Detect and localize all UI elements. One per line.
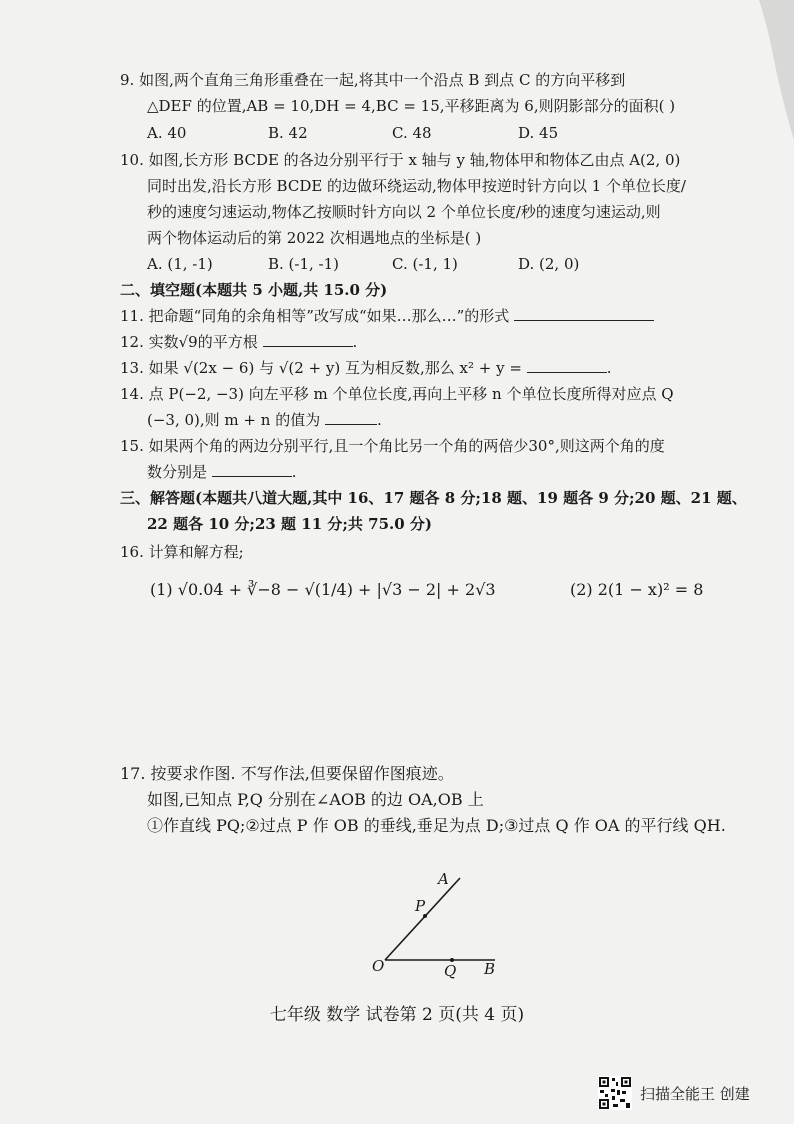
q9-line1: 9. 如图,两个直角三角形重叠在一起,将其中一个沿点 B 到点 C 的方向平移到 [120,71,626,89]
angle-aob-figure [360,862,520,982]
section-fill-blank-heading: 二、填空题(本题共 5 小题,共 15.0 分) [120,281,388,299]
q9-option-b: B. 42 [268,124,308,142]
q17-line3: ①作直线 PQ;②过点 P 作 OB 的垂线,垂足为点 D;③过点 Q 作 OA 的平行线 QH. [147,816,726,835]
q10-line3: 秒的速度匀速运动,物体乙按顺时针方向以 2 个单位长度/秒的速度匀速运动,则 [147,203,661,221]
q16-part1: (1) √0.04 + ∛−8 − √(1/4) + |√3 − 2| + 2√3 [150,580,496,599]
q10-line2: 同时出发,沿长方形 BCDE 的边做环绕运动,物体甲按逆时针方向以 1 个单位长度/ [147,177,686,195]
q10-line4: 两个物体运动后的第 2022 次相遇地点的坐标是( ) [147,229,482,247]
q15-answer-blank[interactable] [212,462,292,477]
q9-option-d: D. 45 [518,124,559,142]
q9-option-c: C. 48 [392,124,432,142]
label-p: P [415,897,426,915]
q9-line2: △DEF 的位置,AB = 10,DH = 4,BC = 15,平移距离为 6,则阴影部分的面积( ) [147,97,676,115]
q16-title: 16. 计算和解方程; [120,543,244,561]
q12-text: 12. 实数√9的平方根 . [120,333,358,351]
page-footer: 七年级 数学 试卷第 2 页(共 4 页) [269,1005,525,1025]
q11-label: 11. 把命题“同角的余角相等”改写成“如果…那么…”的形式 [120,307,510,325]
q13-label: 13. 如果 √(2x − 6) 与 √(2 + y) 互为相反数,那么 x² + y = [120,359,522,377]
q10-option-b: B. (-1, -1) [268,255,340,273]
q16-part2: (2) 2(1 − x)² = 8 [570,580,704,599]
q13-text: 13. 如果 √(2x − 6) 与 √(2 + y) 互为相反数,那么 x² + y = . [120,359,612,377]
section-solve-heading-line2: 22 题各 10 分;23 题 11 分;共 75.0 分) [147,515,432,533]
q10-line1: 10. 如图,长方形 BCDE 的各边分别平行于 x 轴与 y 轴,物体甲和物体乙由点 A(2, 0) [120,151,681,169]
page-edge-shadow [734,0,794,140]
scanner-watermark: 扫描全能王 创建 [640,1085,750,1103]
label-q: Q [444,962,457,980]
qr-code-icon [598,1076,632,1110]
q10-option-a: A. (1, -1) [147,255,213,273]
q14-label: (−3, 0),则 m + n 的值为 [147,411,321,429]
q15-line2: 数分别是 . [147,463,297,481]
q17-line2: 如图,已知点 P,Q 分别在∠AOB 的边 OA,OB 上 [147,790,484,809]
q14-line2: (−3, 0),则 m + n 的值为 . [147,411,382,429]
q12-answer-blank[interactable] [263,332,353,347]
ray-oa [385,878,460,960]
q14-answer-blank[interactable] [325,410,377,425]
q15-line1: 15. 如果两个角的两边分别平行,且一个角比另一个角的两倍少30°,则这两个角的度 [120,437,665,455]
label-b: B [484,960,496,978]
q11-answer-blank[interactable] [514,306,654,321]
q14-line1: 14. 点 P(−2, −3) 向左平移 m 个单位长度,再向上平移 n 个单位长度所得对应点 Q [120,385,674,403]
q13-answer-blank[interactable] [527,358,607,373]
label-a: A [438,870,449,888]
q10-option-c: C. (-1, 1) [392,255,458,273]
section-solve-heading-line1: 三、解答题(本题共八道大题,其中 16、17 题各 8 分;18 题、19 题各 9 分;20 题、21 题、 [120,489,747,507]
q12-label: 12. 实数√9的平方根 [120,333,258,351]
q10-option-d: D. (2, 0) [518,255,580,273]
q9-option-a: A. 40 [147,124,187,142]
q11-text [120,306,654,326]
label-o: O [372,957,385,975]
q15-label: 数分别是 [147,463,208,481]
q17-line1: 17. 按要求作图. 不写作法,但要保留作图痕迹。 [120,764,454,783]
